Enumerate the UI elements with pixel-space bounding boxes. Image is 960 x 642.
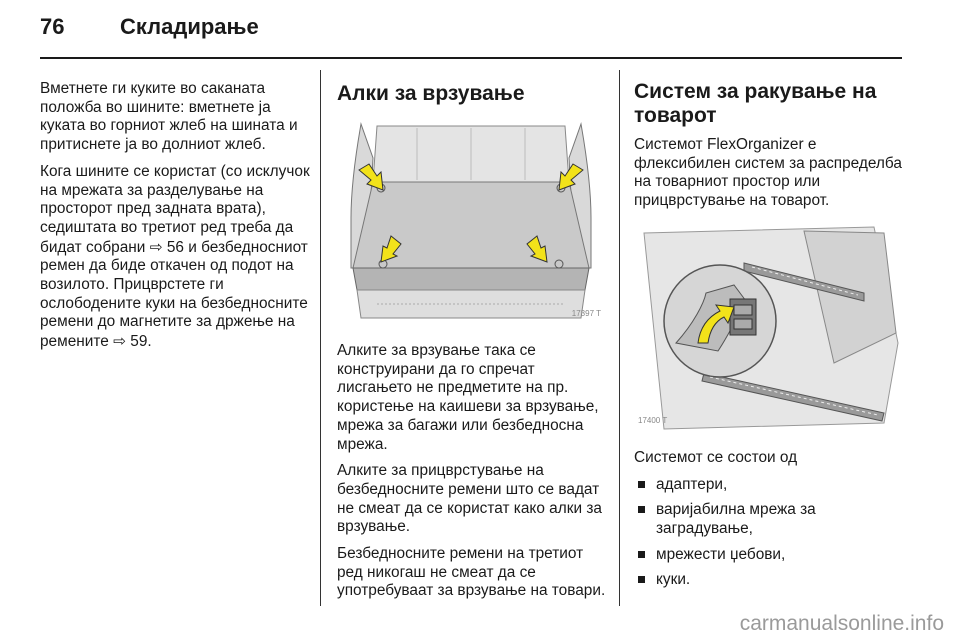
list-item (634, 476, 906, 495)
header (40, 14, 259, 40)
list-item (634, 571, 906, 590)
figure-code: 17397 T (571, 309, 601, 319)
text-segment: и безбедносниот ремен да биде откачен од подот на возилото. Прицврстете ги ослободените куки на безбедносните ремени до магнетите за држење на ремените (40, 238, 308, 351)
arrow-reference-icon: ⇨ (113, 332, 126, 351)
components-list (634, 476, 906, 591)
cargo-floor-illustration (337, 118, 605, 328)
header-rule (40, 57, 902, 59)
bullet-icon (638, 551, 645, 558)
heading-lashing-eyes: Алки за врзување (337, 82, 525, 105)
bullet-icon (638, 481, 645, 488)
bullet-icon (638, 576, 645, 583)
paragraph-rails (40, 163, 310, 352)
watermark: carmanualsonline.info (739, 612, 944, 635)
heading-load-system: Систем за ракување на товарот (634, 80, 877, 127)
column-divider-2 (619, 70, 620, 606)
column-2 (337, 82, 607, 609)
column-divider-1 (320, 70, 321, 606)
page-ref-56[interactable]: 56 (166, 238, 184, 256)
figure-cargo-floor (337, 118, 605, 328)
list-item-text: мрежести џебови, (656, 545, 786, 563)
page-ref-59[interactable]: 59. (130, 333, 152, 351)
column-1 (40, 80, 310, 360)
paragraph-lashing-3: Безбедносните ремени на третиот ред никогаш не смеат да се употребуваат за врзување на товари. (337, 545, 606, 600)
list-intro: Системот се состои од (634, 448, 798, 466)
list-item-text: варијабилна мрежа за заградување, (656, 501, 816, 537)
paragraph-hooks: Вметнете ги куките во саканата положба во шините: вметнете ја куката во горниот жлеб на шината и притиснете ја во долниот жлеб. (40, 80, 298, 154)
paragraph-lashing-2: Алките за прицврстување на безбедносните ремени што се вадат не смеат да се користат како алки за врзување. (337, 462, 602, 536)
list-item-text: куки. (656, 571, 691, 589)
section-title: Складирање (120, 14, 259, 39)
figure-code: 17400 T (638, 416, 668, 426)
bullet-icon (638, 506, 645, 513)
list-item (634, 546, 906, 565)
page-number: 76 (40, 14, 65, 39)
text-segment: Кога шините се користат (со исклучок на мрежата за разделување на просторот пред задната врата), седиштата во третиот ред треба да бидат собрани (40, 162, 310, 256)
paragraph-flexorganizer: Системот FlexOrganizer е флексибилен систем за распределба на товарниот простор или прицврстување на товарот. (634, 136, 902, 210)
list-item (634, 501, 906, 538)
list-item-text: адаптери, (656, 475, 728, 493)
column-3 (634, 80, 906, 597)
paragraph-lashing-1: Алките за врзување така се конструирани да го спречат лисгањето не предметите на пр. користење на каишеви за врзување, мрежа за багажи или безбедносна мрежа. (337, 342, 599, 453)
arrow-reference-icon: ⇨ (149, 237, 163, 256)
flexorganizer-illustration (634, 223, 902, 435)
figure-flexorganizer (634, 223, 902, 435)
